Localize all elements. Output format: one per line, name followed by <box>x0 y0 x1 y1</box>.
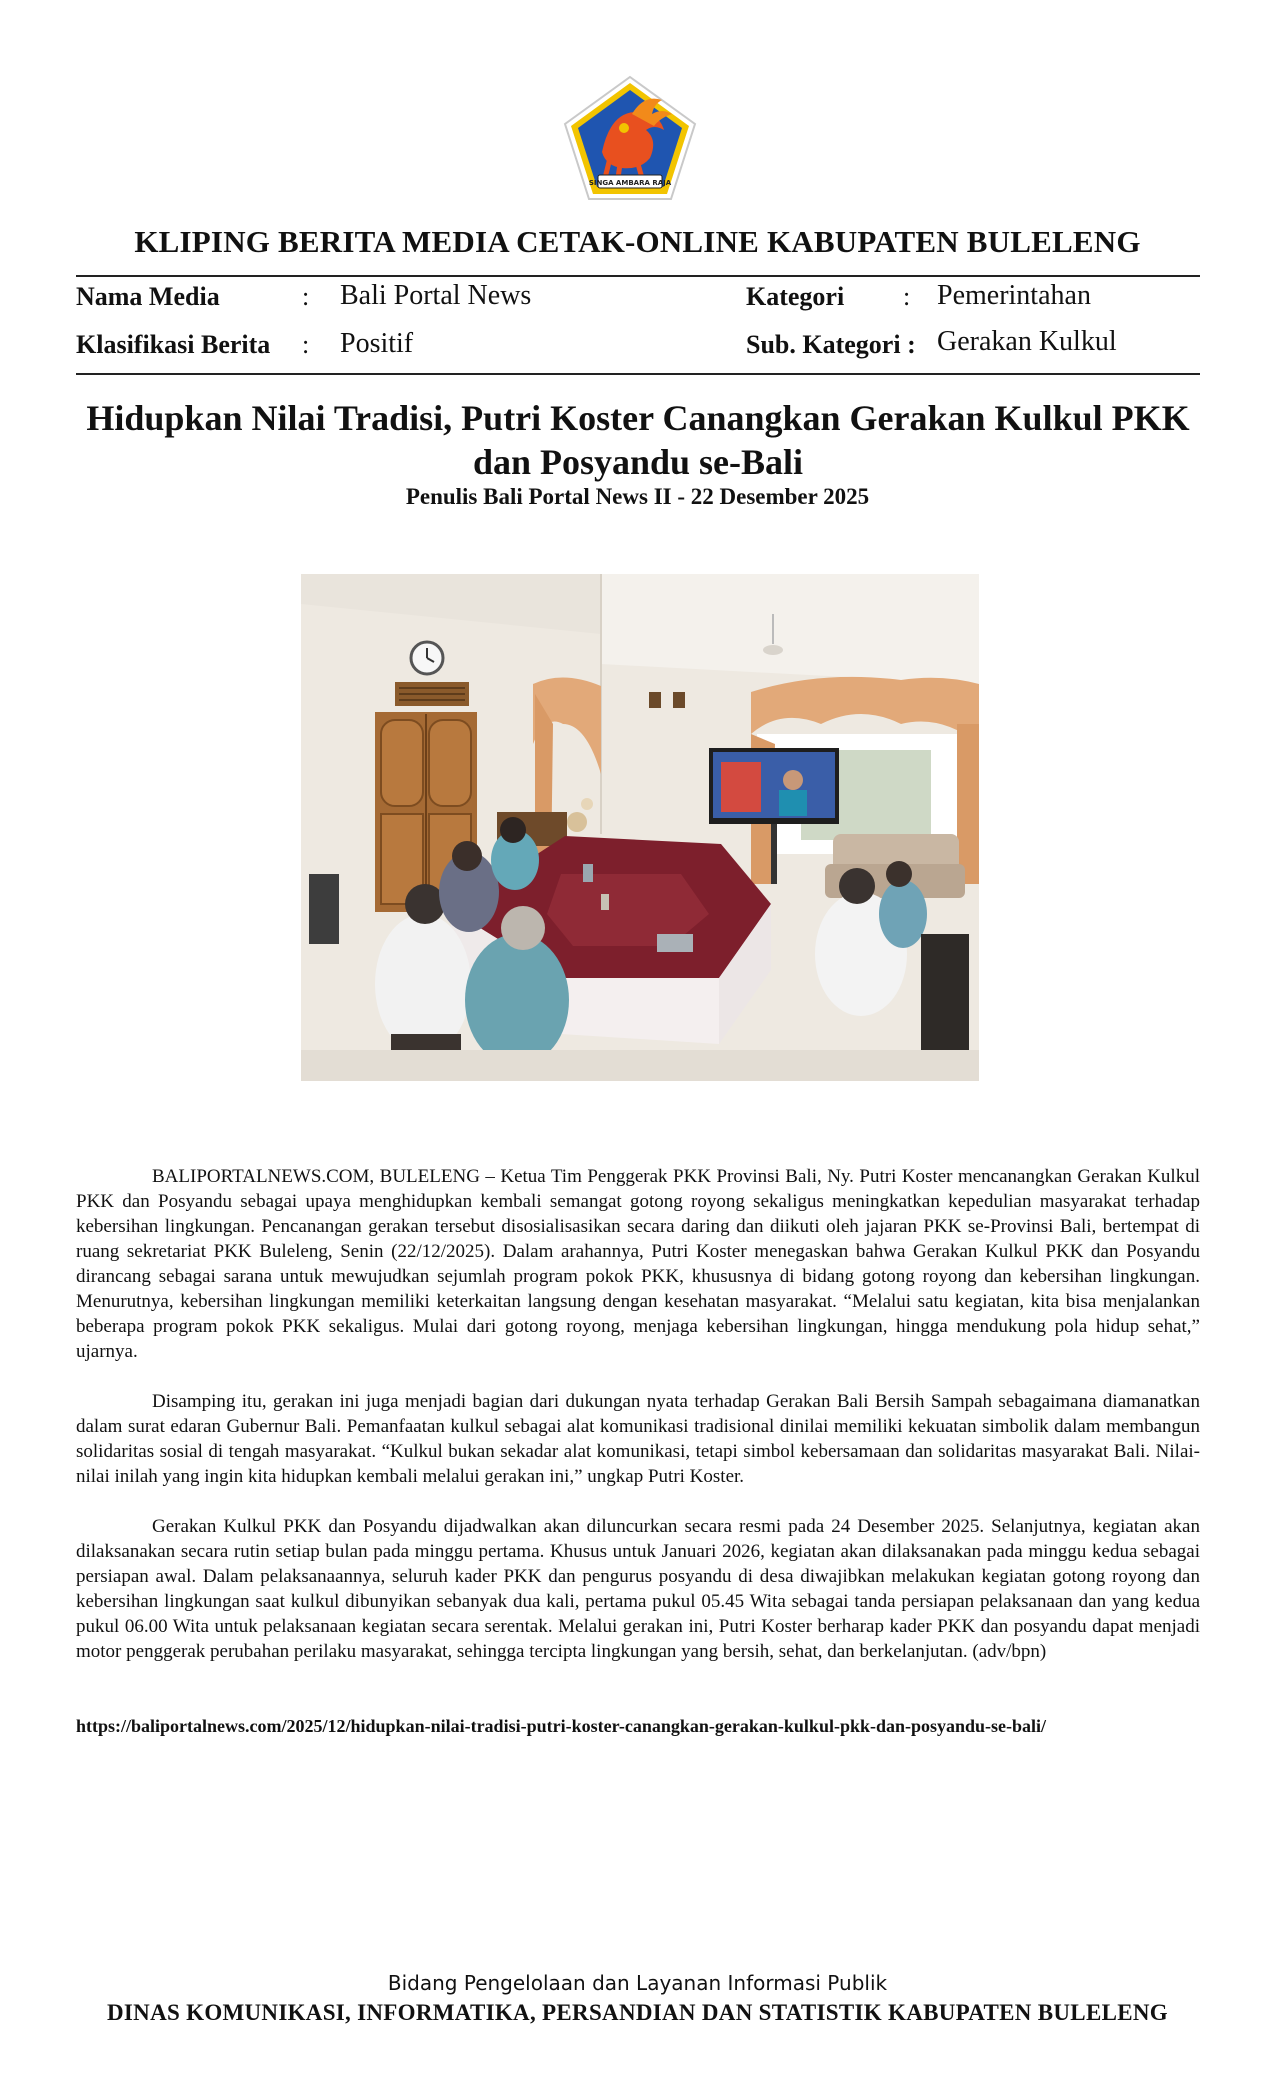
source-url-link[interactable]: https://baliportalnews.com/2025/12/hidupkan-nilai-tradisi-putri-koster-canangkan-gerakan-kulkul-pkk-dan-posyandu-se-bali/ <box>76 1716 1047 1736</box>
klasifikasi-colon: : <box>302 330 310 359</box>
nama-media-colon: : <box>302 282 310 311</box>
bottom-divider <box>76 373 1200 375</box>
article-body <box>76 1164 1200 1689</box>
nama-media-label: Nama Media <box>76 282 220 311</box>
emblem-motto: SINGA AMBARA RAJA <box>588 179 672 187</box>
paragraph-2: Disamping itu, gerakan ini juga menjadi bagian dari dukungan nyata terhadap Gerakan Bali Bersih Sampah sebagaimana diamanatkan dalam surat edaran Gubernur Bali. Pemanfaatan kulkul sebagai alat komunikasi tradisional dinilai memiliki kekuatan simbolik dalam membangun solidaritas sosial di tengah masyarakat. “Kulkul bukan sekadar alat komunikasi, tetapi simbol kebersamaan dan solidaritas masyarakat Bali. Nilai-nilai inilah yang ingin kita hidupkan kembali melalui gerakan ini,” ungkap Putri Koster. <box>76 1391 1200 1487</box>
footer-agency: DINAS KOMUNIKASI, INFORMATIKA, PERSANDIAN DAN STATISTIK KABUPATEN BULELENG <box>107 2000 1168 2025</box>
article-headline <box>76 396 1200 484</box>
article-byline: Penulis Bali Portal News II - 22 Desember 2025 <box>405 484 870 509</box>
footer-division: Bidang Pengelolaan dan Layanan Informasi Publik <box>387 1971 888 1995</box>
kategori-value: Pemerintahan <box>937 280 1091 311</box>
kategori-colon: : <box>903 282 911 311</box>
sub-kategori-label: Sub. Kategori : <box>746 330 916 359</box>
paragraph-1: BALIPORTALNEWS.COM, BULELENG – Ketua Tim Penggerak PKK Provinsi Bali, Ny. Putri Koster mencanangkan Gerakan Kulkul PKK dan Posyandu sebagai upaya menghidupkan kembali semangat gotong royong sekaligus meningkatkan kepedulian masyarakat terhadap kebersihan lingkungan. Pencanangan gerakan tersebut disosialisasikan secara daring dan diikuti oleh jajaran PKK se-Provinsi Bali, bertempat di ruang sekretariat PKK Buleleng, Senin (22/12/2025). Dalam arahannya, Putri Koster menegaskan bahwa Gerakan Kulkul PKK dan Posyandu dirancang sebagai sarana untuk mewujudkan sejumlah program pokok PKK, khususnya di bidang gotong royong dan kebersihan lingkungan. Menurutnya, kebersihan lingkungan memiliki keterkaitan langsung dengan kesehatan masyarakat. “Melalui satu kegiatan, kita bisa menjalankan beberapa program pokok PKK sekaligus. Mulai dari gotong royong, menjaga kebersihan lingkungan, hingga mendukung pola hidup sehat,” ujarnya. <box>76 1166 1200 1362</box>
buleleng-regency-emblem-icon <box>562 74 698 202</box>
headline-line-2: dan Posyandu se-Bali <box>472 442 804 482</box>
kategori-label: Kategori <box>746 282 845 311</box>
headline-line-1: Hidupkan Nilai Tradisi, Putri Koster Canangkan Gerakan Kulkul PKK <box>86 398 1190 438</box>
sub-kategori-value: Gerakan Kulkul <box>937 326 1117 357</box>
document-title: KLIPING BERITA MEDIA CETAK-ONLINE KABUPATEN BULELENG <box>134 224 1141 259</box>
paragraph-3: Gerakan Kulkul PKK dan Posyandu dijadwalkan akan diluncurkan secara resmi pada 24 Desember 2025. Selanjutnya, kegiatan akan dilaksanakan secara rutin setiap bulan pada minggu pertama. Khusus untuk Januari 2026, kegiatan akan dilaksanakan pada minggu kedua sebagai persiapan awal. Dalam pelaksanaannya, seluruh kader PKK dan pengurus posyandu di desa diwajibkan melakukan kegiatan gotong royong dan kebersihan lingkungan saat kulkul dibunyikan sebanyak dua kali, pertama pukul 05.45 Wita sebagai tanda persiapan pelaksanaan dan yang kedua pukul 06.00 Wita untuk pelaksanaan kegiatan secara serentak. Melalui gerakan ini, Putri Koster berharap kader PKK dan posyandu dapat menjadi motor penggerak perubahan perilaku masyarakat, sehingga tercipta lingkungan yang bersih, sehat, dan berkelanjutan. (adv/bpn) <box>76 1516 1200 1662</box>
top-divider <box>76 275 1200 277</box>
nama-media-value: Bali Portal News <box>340 280 532 311</box>
meeting-room-photo <box>301 574 979 1081</box>
klasifikasi-label: Klasifikasi Berita <box>76 330 271 359</box>
klasifikasi-value: Positif <box>340 328 414 359</box>
